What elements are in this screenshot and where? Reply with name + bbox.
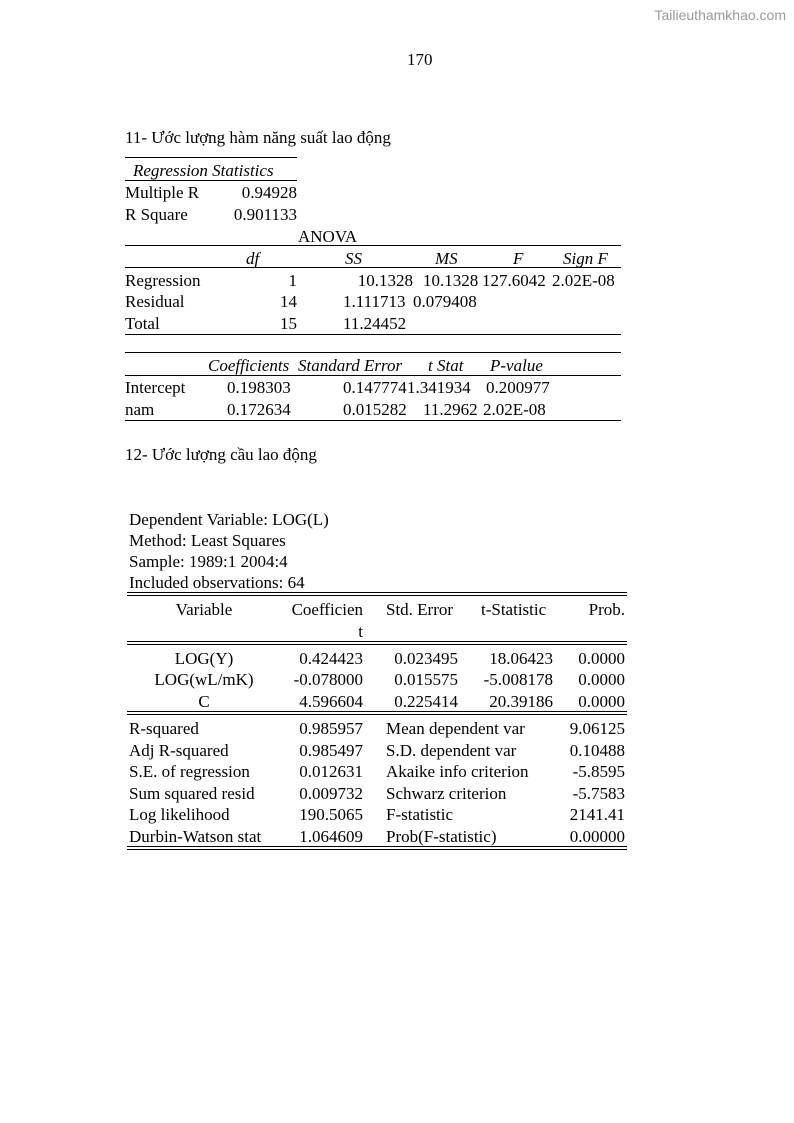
header-variable: Variable <box>175 600 233 619</box>
watermark: Tailieuthamkhao.com <box>654 7 786 23</box>
stat-value: 0.985497 <box>299 741 363 760</box>
stat-value: -5.7583 <box>572 784 625 803</box>
coef-header-standard-error: Standard Error <box>298 356 403 375</box>
stat-value: 0.10488 <box>569 741 625 760</box>
coef-p: 2.02E-08 <box>483 400 546 419</box>
stat-value: 0.00000 <box>569 827 625 846</box>
coef-value: 0.172634 <box>227 400 291 419</box>
anova-ss: 11.24452 <box>343 314 407 333</box>
coef-se: 0.147774 <box>343 378 407 397</box>
stat-value: 0.901133 <box>233 205 297 224</box>
stat-value: 1.064609 <box>299 827 363 846</box>
method: Method: Least Squares <box>129 531 286 550</box>
sample: Sample: 1989:1 2004:4 <box>129 552 288 571</box>
anova-ss: 10.1328 <box>357 271 413 290</box>
header-prob: Prob. <box>588 600 625 619</box>
t-statistic-value: -5.008178 <box>483 670 553 689</box>
anova-sig: 2.02E-08 <box>552 271 615 290</box>
dependent-variable: Dependent Variable: LOG(L) <box>129 510 329 529</box>
anova-ms: 0.079408 <box>413 292 477 311</box>
anova-row-label: Residual <box>125 292 185 311</box>
header-coefficient: Coefficien <box>291 600 363 619</box>
coef-p: 0.200977 <box>486 378 550 397</box>
anova-header-sign-f: Sign F <box>563 249 608 268</box>
anova-header-ss: SS <box>345 249 362 268</box>
stat-value: 0.009732 <box>299 784 363 803</box>
section-11-heading: 11- Ước lượng hàm năng suất lao động <box>125 128 391 147</box>
anova-df: 14 <box>280 292 297 311</box>
std-error-value: 0.023495 <box>394 649 458 668</box>
header-t-statistic: t-Statistic <box>481 600 547 619</box>
coef-t: 1.341934 <box>407 378 471 397</box>
anova-ms: 10.1328 <box>423 271 479 290</box>
stat-value: -5.8595 <box>572 762 625 781</box>
stat-label: Durbin-Watson stat <box>129 827 262 846</box>
coef-header-t-stat: t Stat <box>428 356 464 375</box>
anova-ss: 1.111713 <box>343 292 406 311</box>
stat-label: Sum squared resid <box>129 784 255 803</box>
stat-label: R-squared <box>129 719 199 738</box>
stat-value: 2141.41 <box>569 805 625 824</box>
variable-name: LOG(wL/mK) <box>154 670 254 689</box>
stat-value: 0.985957 <box>299 719 363 738</box>
coef-row-label: nam <box>125 400 155 419</box>
anova-df: 1 <box>288 271 297 290</box>
coef-se: 0.015282 <box>343 400 407 419</box>
coef-row-label: Intercept <box>125 378 186 397</box>
section-12-heading: 12- Ước lượng cầu lao động <box>125 445 317 464</box>
coef-t: 11.2962 <box>423 400 478 419</box>
stat-value: 9.06125 <box>569 719 625 738</box>
variable-name: C <box>198 692 210 711</box>
anova-df: 15 <box>280 314 297 333</box>
header-std-error: Std. Error <box>386 600 454 619</box>
stat-value: 0.94928 <box>241 183 297 202</box>
prob-value: 0.0000 <box>578 692 625 711</box>
variable-name: LOG(Y) <box>174 649 234 668</box>
stat-label: Schwarz criterion <box>386 784 507 803</box>
t-statistic-value: 20.39186 <box>489 692 553 711</box>
coefficient-value: -0.078000 <box>293 670 363 689</box>
stat-label: Mean dependent var <box>386 719 525 738</box>
stat-label: S.E. of regression <box>129 762 250 781</box>
stat-label: F-statistic <box>386 805 454 824</box>
t-statistic-value: 18.06423 <box>489 649 553 668</box>
anova-title: ANOVA <box>298 227 358 246</box>
coef-value: 0.198303 <box>227 378 291 397</box>
stat-label: Akaike info criterion <box>386 762 529 781</box>
stat-label: Prob(F-statistic) <box>386 827 497 846</box>
coef-header-coefficients: Coefficients <box>208 356 290 375</box>
prob-value: 0.0000 <box>578 649 625 668</box>
stat-label: Multiple R <box>125 183 200 202</box>
stat-label: R Square <box>125 205 188 224</box>
included-observations: Included observations: 64 <box>129 573 305 592</box>
std-error-value: 0.015575 <box>394 670 458 689</box>
prob-value: 0.0000 <box>578 670 625 689</box>
anova-header-ms: MS <box>435 249 458 268</box>
regression-statistics-title: Regression Statistics <box>133 161 274 180</box>
page-number: 170 <box>407 50 433 69</box>
coef-header-p-value: P-value <box>490 356 543 375</box>
header-coefficient-wrap: t <box>358 622 363 641</box>
anova-row-label: Regression <box>125 271 201 290</box>
stat-label: S.D. dependent var <box>386 741 517 760</box>
coefficient-value: 4.596604 <box>299 692 363 711</box>
stat-value: 0.012631 <box>299 762 363 781</box>
anova-f: 127.6042 <box>482 271 546 290</box>
stat-label: Log likelihood <box>129 805 230 824</box>
std-error-value: 0.225414 <box>394 692 458 711</box>
anova-header-df: df <box>246 249 260 268</box>
anova-row-label: Total <box>125 314 160 333</box>
anova-header-f: F <box>513 249 524 268</box>
stat-value: 190.5065 <box>299 805 363 824</box>
coefficient-value: 0.424423 <box>299 649 363 668</box>
stat-label: Adj R-squared <box>129 741 229 760</box>
